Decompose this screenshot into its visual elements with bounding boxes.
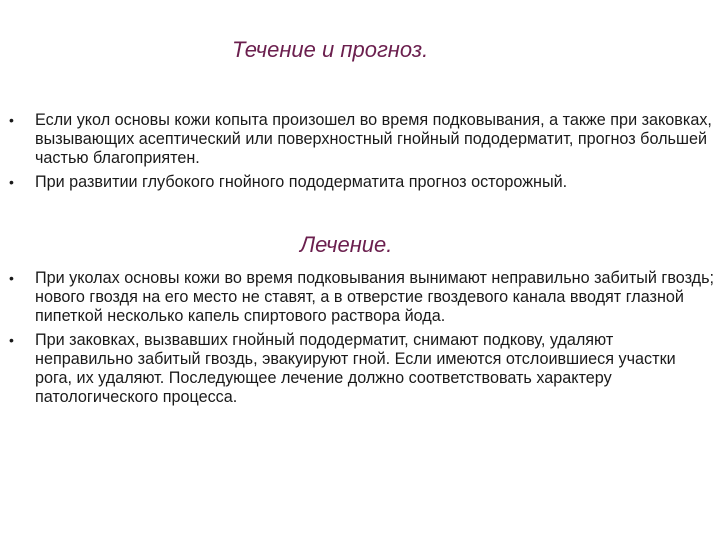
prognosis-list: [0, 111, 720, 197]
list-item-text: При развитии глубокого гнойного пододерматита прогноз осторожный.: [35, 173, 568, 191]
bullet-icon: •: [9, 174, 14, 190]
list-item-text: При уколах основы кожи во время подковывания вынимают неправильно забитый гвоздь; нового гвоздя на его место не ставят, а в отверстие гвоздевого канала вводят глазной пипеткой несколько капель спиртового раствора йода.: [35, 269, 715, 325]
list-item: [0, 269, 720, 326]
treatment-list: [0, 269, 720, 412]
list-item: [0, 331, 720, 407]
list-item-text: Если укол основы кожи копыта произошел во время подковывания, а также при заковках, вызывающих асептический или поверхностный гнойный пододерматит, прогноз большей частью благоприятен.: [35, 111, 712, 167]
bullet-icon: •: [9, 332, 14, 348]
list-item: [0, 111, 720, 168]
bullet-icon: •: [9, 112, 14, 128]
prognosis-heading: Течение и прогноз.: [232, 37, 429, 62]
list-item-text: При заковках, вызвавших гнойный пододерматит, снимают подкову, удаляют неправильно забитый гвоздь, эвакуируют гной. Если имеются отслоившиеся участки рога, их удаляют. Последующее лечение должно соответствовать характеру патологического процесса.: [35, 331, 676, 406]
treatment-heading: Лечение.: [300, 232, 393, 257]
list-item: [0, 173, 720, 192]
bullet-icon: •: [9, 270, 14, 286]
